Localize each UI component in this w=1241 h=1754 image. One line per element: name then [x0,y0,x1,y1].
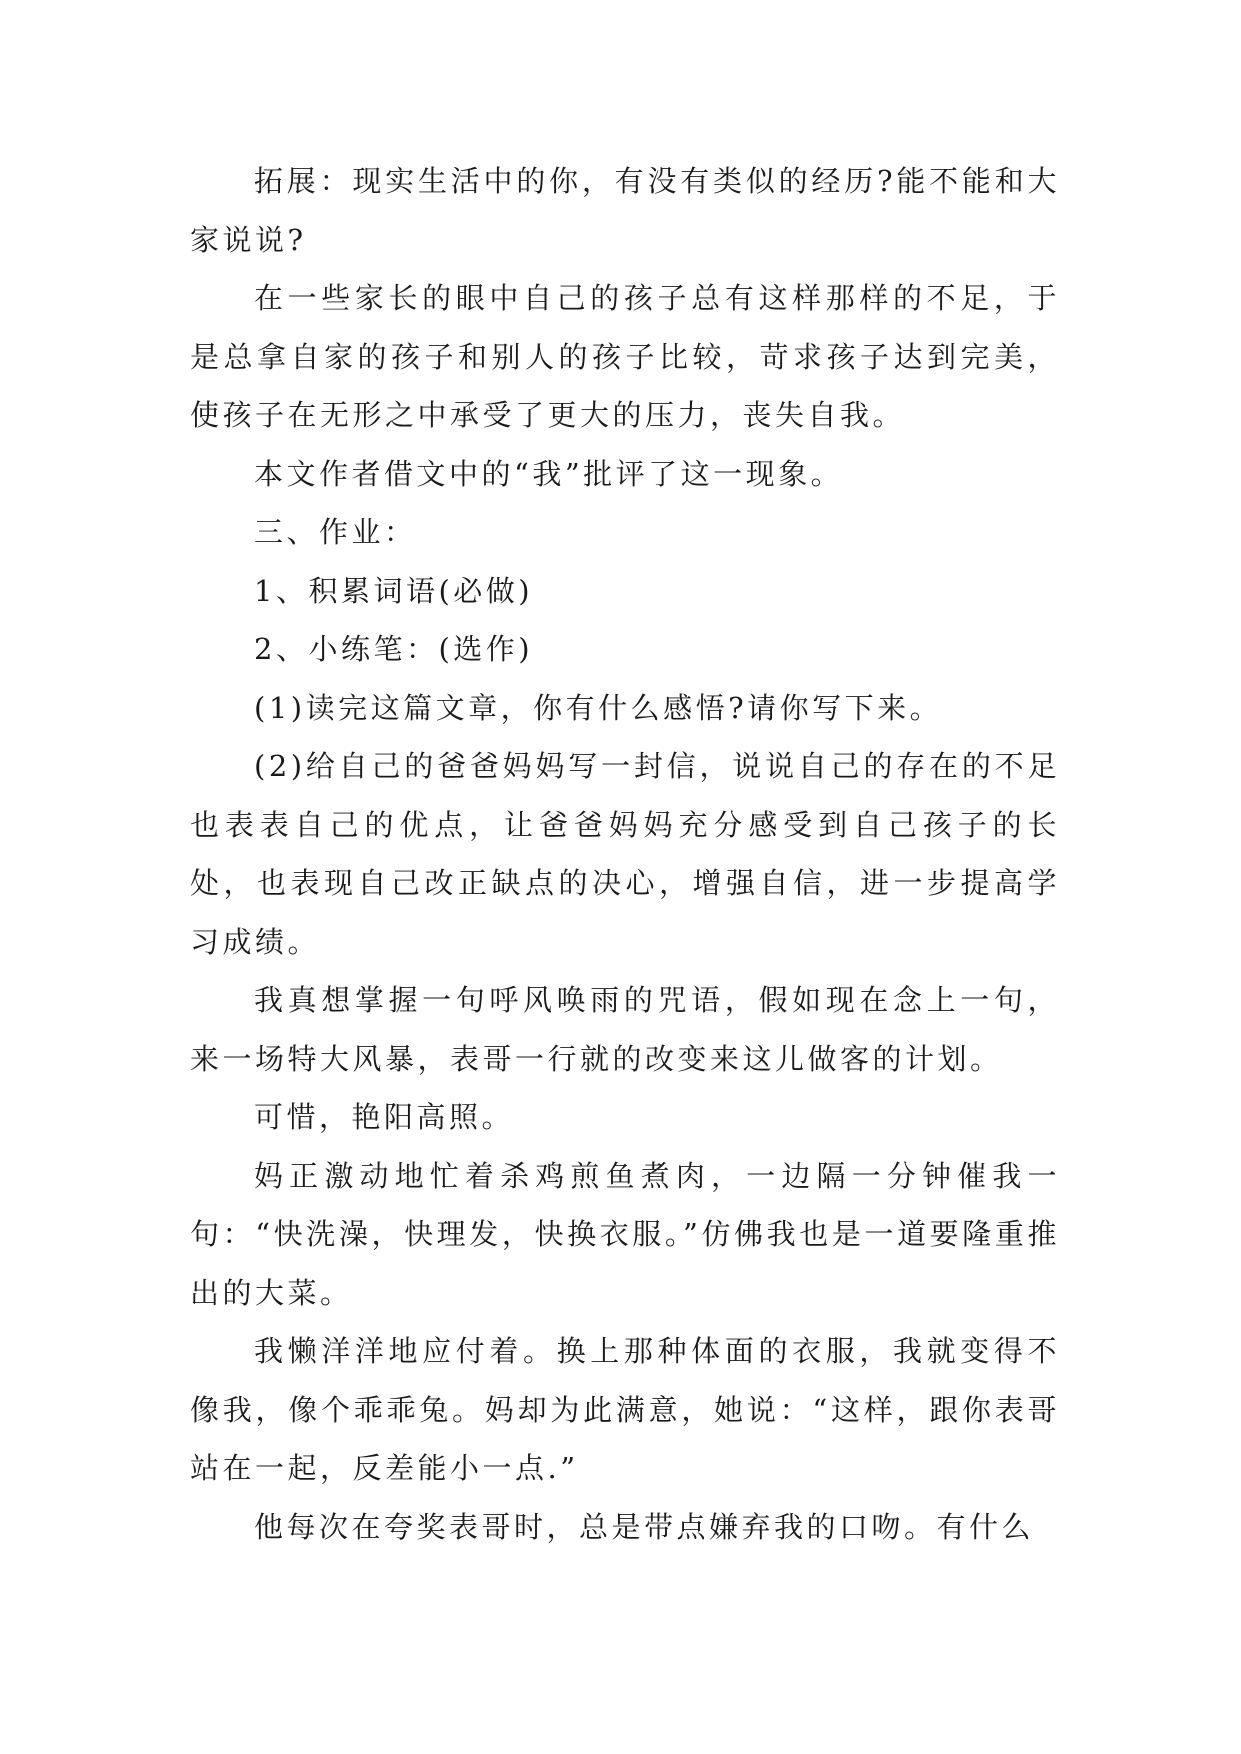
paragraph-extension: 拓展：现实生活中的你，有没有类似的经历?能不能和大家说说? [190,164,1060,257]
paragraph-story-5: 他每次在夸奖表哥时，总是带点嫌弃我的口吻。有什么 [254,1509,1035,1544]
document-body [190,152,1060,1556]
paragraph-parents-view: 在一些家长的眼中自己的孩子总有这样那样的不足，于是总拿自家的孩子和别人的孩子比较，苛求孩子达到完美，使孩子在无形之中承受了更大的压力，丧失自我。 [190,281,1060,432]
paragraph-story-2: 可惜，艳阳高照。 [254,1100,515,1134]
paragraph-story-3: 妈正激动地忙着杀鸡煎鱼煮肉，一边隔一分钟催我一句：“快洗澡，快理发，快换衣服。”仿佛我也是一道要隆重推出的大菜。 [190,1158,1060,1310]
paragraph-author-criticism: 本文作者借文中的“我”批评了这一现象。 [254,456,844,491]
homework-item-1: 1、积累词语(必做) [254,573,534,608]
homework-subitem-2: (2)给自己的爸爸妈妈写一封信，说说自己的存在的不足也表表自己的优点，让爸爸妈妈充分感受到自己孩子的长处，也表现自己改正缺点的决心，增强自信，进一步提高学习成绩。 [190,749,1060,959]
section-heading-homework: 三、作业： [254,515,417,549]
paragraph-story-4: 我懒洋洋地应付着。换上那种体面的衣服，我就变得不像我，像个乖乖兔。妈却为此满意，她说：“这样，跟你表哥站在一起，反差能小一点.” [190,1334,1060,1485]
homework-subitem-1: (1)读完这篇文章，你有什么感悟?请你写下来。 [254,690,943,725]
homework-item-2: 2、小练笔：(选作) [254,632,534,666]
paragraph-story-1: 我真想掌握一句呼风唤雨的咒语，假如现在念上一句，来一场特大风暴，表哥一行就的改变来这儿做客的计划。 [190,983,1060,1076]
